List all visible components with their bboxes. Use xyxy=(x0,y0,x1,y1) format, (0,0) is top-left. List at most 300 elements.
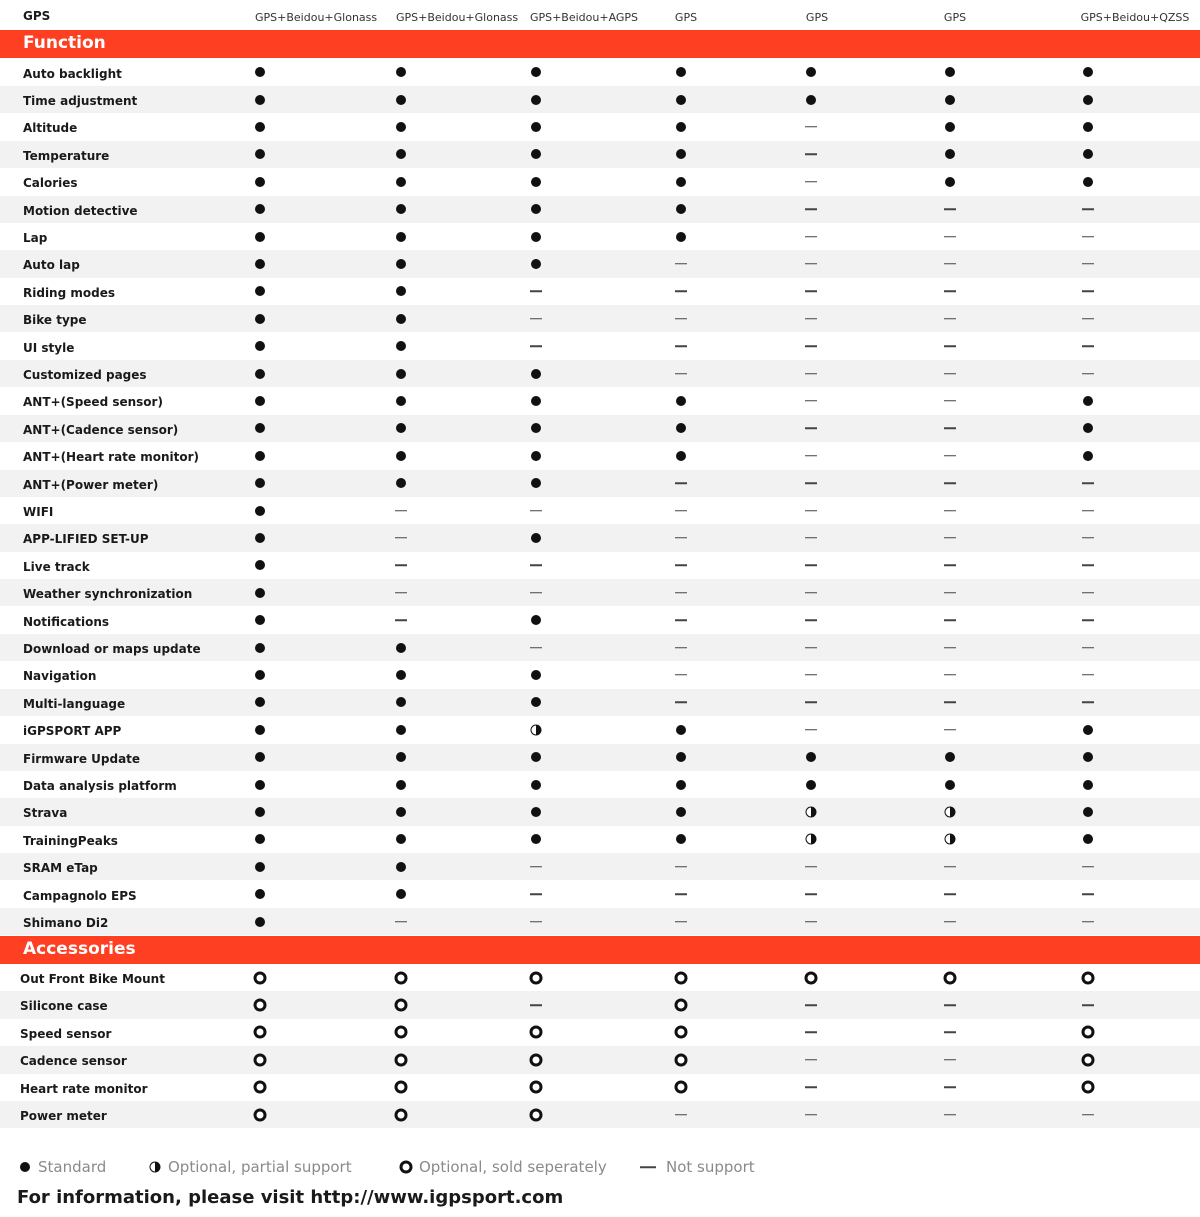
table-cell xyxy=(751,1074,871,1101)
dash-icon xyxy=(1082,291,1094,293)
standard-dot-icon xyxy=(396,232,406,242)
table-cell xyxy=(621,470,741,497)
standard-dot-icon xyxy=(255,697,265,707)
table-cell xyxy=(621,113,741,140)
table-row xyxy=(0,744,1200,771)
table-cell xyxy=(751,1101,871,1128)
dash-icon xyxy=(805,893,817,895)
standard-dot-icon xyxy=(396,396,406,406)
table-cell xyxy=(476,168,596,195)
table-cell xyxy=(341,196,461,223)
dash-icon xyxy=(944,647,956,649)
table-cell xyxy=(890,853,1010,880)
table-cell xyxy=(341,579,461,606)
table-cell xyxy=(751,634,871,661)
ring-icon xyxy=(675,1053,688,1066)
table-cell xyxy=(751,305,871,332)
standard-dot-icon xyxy=(255,917,265,927)
table-cell xyxy=(751,689,871,716)
row-label: Out Front Bike Mount xyxy=(20,972,165,986)
row-label: Campagnolo EPS xyxy=(23,888,137,903)
ring-icon xyxy=(395,1053,408,1066)
table-row xyxy=(0,1046,1200,1073)
table-cell xyxy=(476,744,596,771)
table-cell xyxy=(200,524,320,551)
table-cell xyxy=(200,661,320,688)
table-cell xyxy=(621,168,741,195)
dash-icon xyxy=(675,702,687,704)
ring-icon xyxy=(530,971,543,984)
row-label: Weather synchronization xyxy=(23,587,193,602)
header-column-6: GPS xyxy=(943,11,967,24)
section-title: Accessories xyxy=(23,939,136,959)
table-row xyxy=(0,991,1200,1018)
dash-icon xyxy=(675,565,687,567)
table-row xyxy=(0,360,1200,387)
table-cell xyxy=(751,826,871,853)
table-cell xyxy=(476,771,596,798)
dash-icon xyxy=(805,510,817,512)
standard-dot-icon xyxy=(255,204,265,214)
row-label: UI style xyxy=(23,340,75,355)
table-cell xyxy=(200,415,320,442)
table-cell xyxy=(751,497,871,524)
dash-icon xyxy=(805,126,817,128)
dash-icon xyxy=(944,702,956,704)
standard-dot-icon xyxy=(1083,67,1093,77)
table-cell xyxy=(890,579,1010,606)
standard-dot-icon xyxy=(531,122,541,132)
table-row xyxy=(0,689,1200,716)
table-cell xyxy=(200,250,320,277)
table-cell xyxy=(200,59,320,86)
table-cell xyxy=(476,415,596,442)
table-cell xyxy=(890,881,1010,908)
standard-dot-icon xyxy=(531,780,541,790)
dash-icon xyxy=(675,921,687,923)
table-cell xyxy=(890,524,1010,551)
table-cell xyxy=(200,141,320,168)
dash-icon xyxy=(1082,510,1094,512)
table-cell xyxy=(890,278,1010,305)
table-cell xyxy=(890,991,1010,1018)
table-row xyxy=(0,826,1200,853)
table-cell xyxy=(890,196,1010,223)
table-cell xyxy=(341,881,461,908)
standard-dot-icon xyxy=(676,752,686,762)
dash-icon xyxy=(805,647,817,649)
dash-icon xyxy=(944,291,956,293)
row-label: Data analysis platform xyxy=(23,778,177,793)
standard-dot-icon xyxy=(255,122,265,132)
dash-icon xyxy=(805,565,817,567)
dash-icon xyxy=(530,510,542,512)
table-cell xyxy=(1028,716,1148,743)
dash-icon xyxy=(675,482,687,484)
table-cell xyxy=(751,442,871,469)
table-cell xyxy=(341,278,461,305)
standard-dot-icon xyxy=(255,177,265,187)
dash-icon xyxy=(944,236,956,238)
table-cell xyxy=(341,744,461,771)
dash-icon xyxy=(1082,208,1094,210)
table-cell xyxy=(341,634,461,661)
standard-dot-icon xyxy=(255,259,265,269)
table-cell xyxy=(751,141,871,168)
standard-dot-icon xyxy=(396,478,406,488)
table-cell xyxy=(476,470,596,497)
dash-icon xyxy=(1082,921,1094,923)
standard-dot-icon xyxy=(255,725,265,735)
table-cell xyxy=(621,387,741,414)
standard-dot-icon xyxy=(396,889,406,899)
standard-dot-icon xyxy=(1083,396,1093,406)
standard-dot-icon xyxy=(396,341,406,351)
standard-dot-icon xyxy=(396,862,406,872)
dash-icon xyxy=(675,1114,687,1116)
dash-icon xyxy=(530,291,542,293)
standard-dot-icon xyxy=(396,697,406,707)
standard-dot-icon xyxy=(1083,752,1093,762)
table-cell xyxy=(341,607,461,634)
dash-icon xyxy=(1082,482,1094,484)
row-label: Shimano Di2 xyxy=(23,915,109,930)
table-row xyxy=(0,1019,1200,1046)
row-label: Multi-language xyxy=(23,696,126,711)
table-cell xyxy=(476,113,596,140)
table-cell xyxy=(341,689,461,716)
table-cell xyxy=(341,853,461,880)
table-cell xyxy=(200,305,320,332)
ring-icon xyxy=(254,1081,267,1094)
standard-dot-icon xyxy=(531,670,541,680)
table-row xyxy=(0,716,1200,743)
dash-icon xyxy=(530,866,542,868)
table-cell xyxy=(621,1074,741,1101)
standard-dot-icon xyxy=(396,807,406,817)
half-circle-icon xyxy=(945,806,956,817)
table-cell xyxy=(1028,964,1148,991)
standard-dot-icon xyxy=(396,451,406,461)
dash-icon xyxy=(805,537,817,539)
standard-dot-icon xyxy=(396,122,406,132)
table-row xyxy=(0,59,1200,86)
table-cell xyxy=(890,250,1010,277)
table-cell xyxy=(476,141,596,168)
table-cell xyxy=(476,964,596,991)
table-cell xyxy=(341,1019,461,1046)
dash-icon xyxy=(675,318,687,320)
standard-dot-icon xyxy=(945,780,955,790)
dash-icon xyxy=(944,866,956,868)
dash-icon xyxy=(1082,565,1094,567)
table-cell xyxy=(341,113,461,140)
table-cell xyxy=(751,333,871,360)
ring-icon xyxy=(530,1108,543,1121)
table-cell xyxy=(476,853,596,880)
standard-dot-icon xyxy=(255,533,265,543)
ring-icon xyxy=(530,1081,543,1094)
ring-icon xyxy=(675,999,688,1012)
ring-icon xyxy=(530,1053,543,1066)
dash-icon xyxy=(530,565,542,567)
legend-none-text: Not support xyxy=(666,1158,755,1176)
dash-icon xyxy=(805,1004,817,1006)
table-row xyxy=(0,278,1200,305)
table-cell xyxy=(200,716,320,743)
table-cell xyxy=(890,305,1010,332)
dash-icon xyxy=(944,428,956,430)
table-row xyxy=(0,305,1200,332)
row-label: TrainingPeaks xyxy=(23,833,118,848)
table-cell xyxy=(890,497,1010,524)
standard-dot-icon xyxy=(255,560,265,570)
table-cell xyxy=(1028,1019,1148,1046)
table-cell xyxy=(751,415,871,442)
dash-icon xyxy=(805,729,817,731)
table-cell xyxy=(890,333,1010,360)
table-cell xyxy=(890,634,1010,661)
table-cell xyxy=(890,387,1010,414)
dash-icon xyxy=(805,154,817,156)
ring-icon xyxy=(254,1108,267,1121)
table-row xyxy=(0,964,1200,991)
standard-dot-icon xyxy=(806,67,816,77)
table-cell xyxy=(341,141,461,168)
dash-icon xyxy=(1082,1004,1094,1006)
table-row xyxy=(0,223,1200,250)
standard-dot-icon xyxy=(676,834,686,844)
table-cell xyxy=(476,908,596,935)
standard-dot-icon xyxy=(255,752,265,762)
dash-icon xyxy=(675,373,687,375)
ring-icon xyxy=(395,1081,408,1094)
table-cell xyxy=(890,771,1010,798)
table-cell xyxy=(476,689,596,716)
table-cell xyxy=(751,223,871,250)
table-row xyxy=(0,250,1200,277)
row-label: Live track xyxy=(23,559,90,574)
dash-icon xyxy=(1082,619,1094,621)
standard-dot-icon xyxy=(676,396,686,406)
table-cell xyxy=(341,661,461,688)
standard-dot-icon xyxy=(676,95,686,105)
row-label: Cadence sensor xyxy=(20,1054,127,1069)
standard-dot-icon xyxy=(531,369,541,379)
table-cell xyxy=(200,442,320,469)
row-label: Calories xyxy=(23,176,78,191)
standard-dot-icon xyxy=(396,204,406,214)
table-cell xyxy=(890,552,1010,579)
table-cell xyxy=(890,744,1010,771)
table-cell xyxy=(1028,168,1148,195)
table-cell xyxy=(621,744,741,771)
dash-icon xyxy=(805,592,817,594)
table-cell xyxy=(476,661,596,688)
legend-standard-text: Standard xyxy=(38,1158,107,1176)
header-column-7: GPS+Beidou+QZSS xyxy=(1080,11,1190,24)
standard-dot-icon xyxy=(396,369,406,379)
dash-icon xyxy=(1082,647,1094,649)
table-cell xyxy=(1028,387,1148,414)
row-label: Temperature xyxy=(23,148,110,163)
row-label: iGPSPORT APP xyxy=(23,724,122,739)
row-label: WIFI xyxy=(23,504,54,519)
table-cell xyxy=(200,771,320,798)
table-cell xyxy=(200,470,320,497)
table-cell xyxy=(476,524,596,551)
table-cell xyxy=(476,360,596,387)
dash-icon xyxy=(944,1114,956,1116)
dash-icon xyxy=(395,565,407,567)
dash-icon xyxy=(944,1087,956,1089)
standard-dot-icon xyxy=(1083,725,1093,735)
row-label: Motion detective xyxy=(23,203,138,218)
table-cell xyxy=(200,607,320,634)
table-cell xyxy=(621,607,741,634)
standard-dot-icon xyxy=(255,670,265,680)
standard-dot-icon xyxy=(806,752,816,762)
table-cell xyxy=(476,552,596,579)
standard-dot-icon xyxy=(676,725,686,735)
table-cell xyxy=(200,991,320,1018)
table-cell xyxy=(1028,113,1148,140)
dash-icon xyxy=(805,1059,817,1061)
table-cell xyxy=(341,524,461,551)
table-cell xyxy=(890,360,1010,387)
table-cell xyxy=(621,1019,741,1046)
table-row xyxy=(0,415,1200,442)
table-cell xyxy=(200,223,320,250)
table-cell xyxy=(621,442,741,469)
standard-dot-icon xyxy=(1083,95,1093,105)
table-row xyxy=(0,524,1200,551)
ring-icon xyxy=(254,971,267,984)
row-label: Speed sensor xyxy=(20,1026,112,1041)
table-row xyxy=(0,798,1200,825)
dash-icon xyxy=(805,428,817,430)
standard-dot-icon xyxy=(1083,807,1093,817)
row-label: Lap xyxy=(23,230,48,245)
table-cell xyxy=(476,826,596,853)
table-row xyxy=(0,552,1200,579)
standard-dot-icon xyxy=(531,259,541,269)
standard-dot-icon xyxy=(945,177,955,187)
dash-icon xyxy=(944,345,956,347)
standard-dot-icon xyxy=(396,643,406,653)
table-cell xyxy=(621,250,741,277)
table-cell xyxy=(621,141,741,168)
dash-icon xyxy=(805,263,817,265)
dash-icon xyxy=(675,345,687,347)
standard-dot-icon xyxy=(255,478,265,488)
standard-dot-icon xyxy=(1083,834,1093,844)
table-cell xyxy=(890,59,1010,86)
table-cell xyxy=(751,168,871,195)
table-cell xyxy=(200,1101,320,1128)
standard-dot-icon xyxy=(255,643,265,653)
dash-icon xyxy=(944,674,956,676)
legend-partial-text: Optional, partial support xyxy=(168,1158,352,1176)
table-cell xyxy=(476,716,596,743)
dash-icon xyxy=(805,318,817,320)
table-row xyxy=(0,497,1200,524)
table-cell xyxy=(751,607,871,634)
table-cell xyxy=(1028,853,1148,880)
table-cell xyxy=(890,689,1010,716)
table-cell xyxy=(341,964,461,991)
standard-dot-icon xyxy=(1083,423,1093,433)
dash-icon xyxy=(1082,866,1094,868)
standard-dot-icon xyxy=(396,314,406,324)
standard-dot-icon xyxy=(396,177,406,187)
ring-icon xyxy=(530,1026,543,1039)
ring-icon xyxy=(675,1081,688,1094)
table-cell xyxy=(341,333,461,360)
table-cell xyxy=(200,579,320,606)
table-cell xyxy=(200,908,320,935)
standard-dot-icon xyxy=(676,451,686,461)
table-cell xyxy=(1028,333,1148,360)
table-cell xyxy=(1028,744,1148,771)
dash-icon xyxy=(530,318,542,320)
table-cell xyxy=(200,1046,320,1073)
dash-icon xyxy=(805,291,817,293)
table-cell xyxy=(1028,250,1148,277)
table-row xyxy=(0,607,1200,634)
standard-dot-icon xyxy=(396,752,406,762)
dash-icon xyxy=(530,647,542,649)
row-label: Auto lap xyxy=(23,258,80,273)
table-cell xyxy=(890,86,1010,113)
dash-icon xyxy=(1082,263,1094,265)
row-label: ANT+(Heart rate monitor) xyxy=(23,450,200,465)
standard-dot-icon xyxy=(676,232,686,242)
table-cell xyxy=(1028,278,1148,305)
table-cell xyxy=(751,881,871,908)
half-circle-icon xyxy=(531,724,542,735)
table-cell xyxy=(1028,1074,1148,1101)
table-row xyxy=(0,168,1200,195)
table-cell xyxy=(621,853,741,880)
dash-icon xyxy=(530,893,542,895)
legend-sold-text: Optional, sold seperately xyxy=(419,1158,607,1176)
table-cell xyxy=(341,250,461,277)
standard-dot-icon xyxy=(531,67,541,77)
ring-icon xyxy=(400,1161,413,1174)
dash-icon xyxy=(1082,1114,1094,1116)
dash-icon xyxy=(805,921,817,923)
header-column-1: GPS+Beidou+Glonass xyxy=(255,11,378,24)
table-cell xyxy=(476,579,596,606)
table-cell xyxy=(621,1046,741,1073)
ring-icon xyxy=(1082,1081,1095,1094)
standard-dot-icon xyxy=(945,122,955,132)
dash-icon xyxy=(944,1004,956,1006)
table-cell xyxy=(621,661,741,688)
standard-dot-icon xyxy=(1083,149,1093,159)
dash-icon xyxy=(1082,702,1094,704)
footer-info-text: For information, please visit http://www.igpsport.com xyxy=(17,1187,564,1208)
table-cell xyxy=(341,442,461,469)
dash-icon xyxy=(530,921,542,923)
table-cell xyxy=(751,552,871,579)
dash-icon xyxy=(944,373,956,375)
row-label: Auto backlight xyxy=(23,66,122,81)
table-row xyxy=(0,196,1200,223)
table-cell xyxy=(1028,1101,1148,1128)
standard-dot-icon xyxy=(945,752,955,762)
